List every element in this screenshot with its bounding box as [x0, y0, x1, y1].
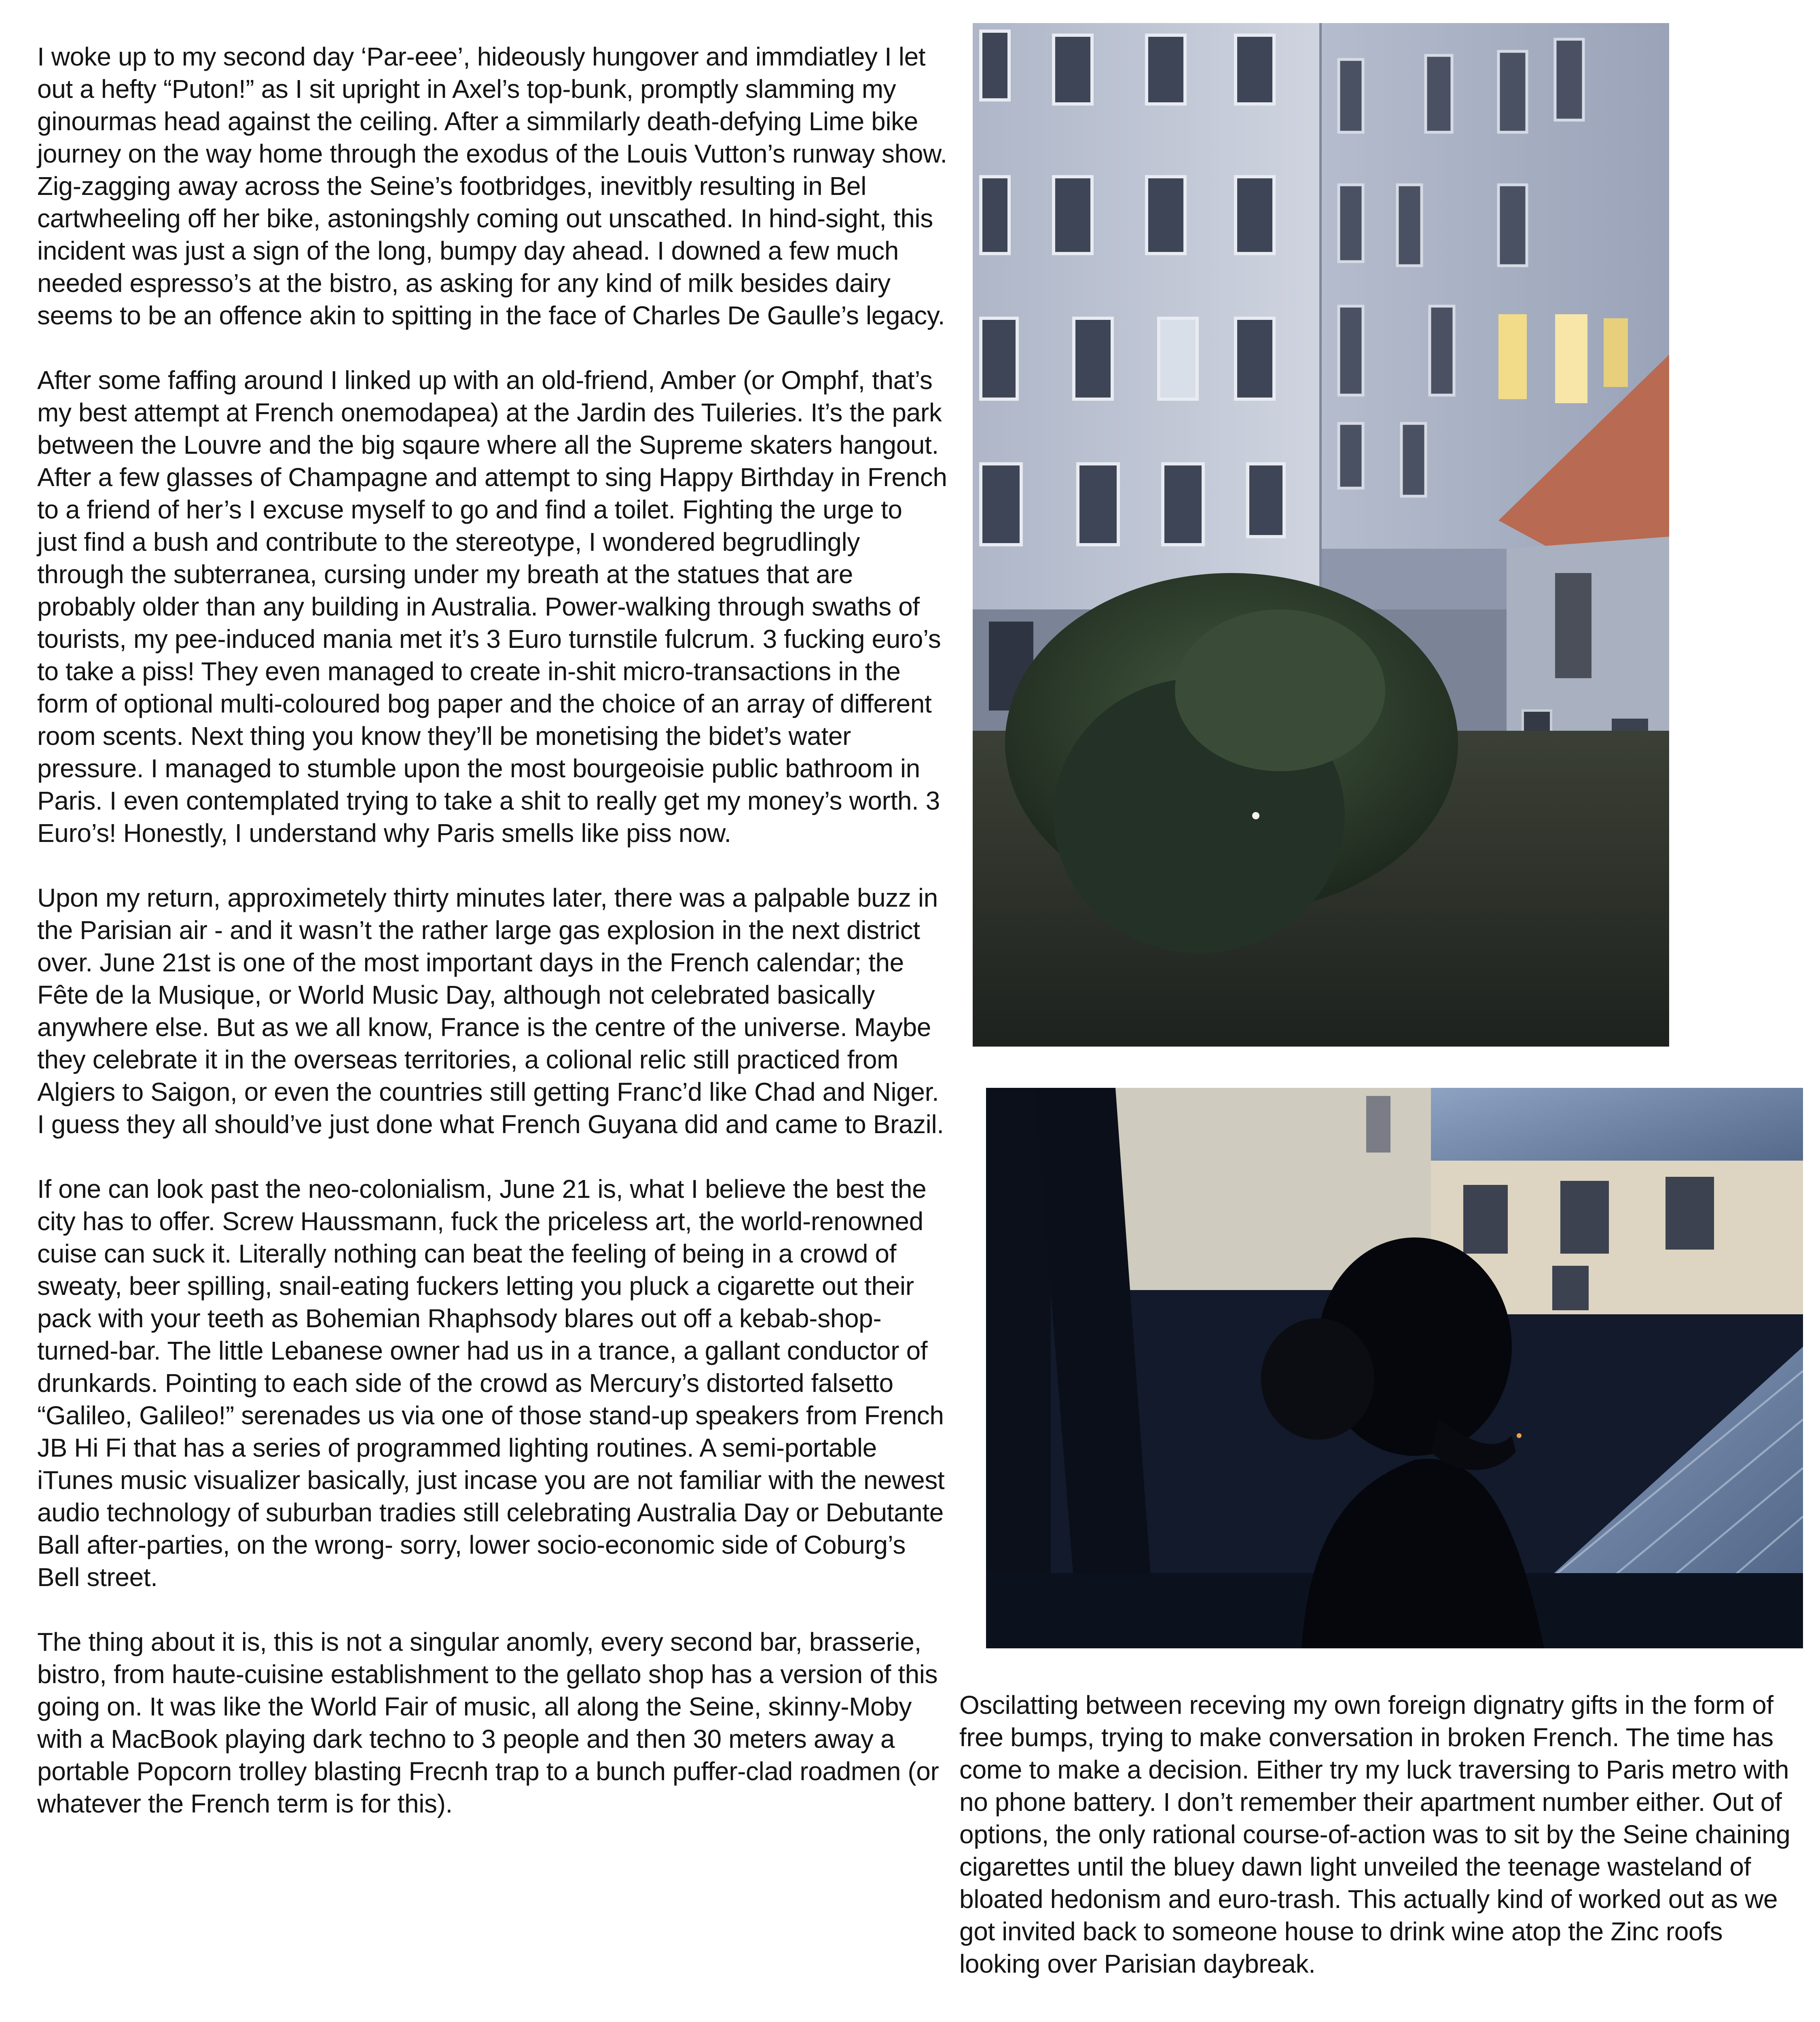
paragraph-fete-de-la-musique: Upon my return, approximetely thirty minutes later, there was a palpable buzz in the Parisian air - and it wasn’t the rather large gas explosion in the next district over. June 21st is one of the most important days in the French calendar; the Fête de la Musique, or World Music Day, although not celebrated basically anywhere else. But as we all know, France is the centre of the universe. Maybe they celebrate it in the overseas territories, a colional relic still practiced from Algiers to Saigon, or even the countries still getting Franc’d like Chad and Niger. I guess they all should’ve just done what French Guyana did and came to Brazil. [37, 883, 944, 1139]
paragraph-seine-daybreak: Oscilatting between receving my own foreign dignatry gifts in the form of free bumps, trying to make conversation in broken French. The time has come to make a decision. Either try my luck traversing to Paris metro with no phone battery. I don’t remember their apartment number either. Out of options, the only rational course-of-action was to sit by the Seine chaining cigarettes until the bluey dawn light unveiled the teenage wasteland of bloated hedonism and euro-trash. This actually kind of worked out as we got invited back to someone house to drink wine atop the Zinc roofs looking over Parisian daybreak. [959, 1690, 1790, 1978]
paragraph-world-fair-of-music: The thing about it is, this is not a singular anomly, every second bar, brasserie, bistro, from haute-cuisine establishment to the gellato shop has a version of this going on. It was like the World Fair of music, all along the Seine, skinny-Moby with a MacBook playing dark techno to 3 people and then 30 meters away a portable Popcorn trolley blasting Frecnh trap to a bunch puffer-clad roadmen (or whatever the French term is for this). [37, 1627, 939, 1818]
paragraph-tuileries-toilet: After some faffing around I linked up with an old-friend, Amber (or Omphf, that’s my best attempt at French onemodapea) at the Jardin des Tuileries. It’s the park between the Louvre and the big sqaure where all the Supreme skaters hangout. After a few glasses of Champagne and attempt to sing Happy Birthday in French to a friend of her’s I excuse myself to go and find a toilet. Fighting the urge to just find a bush and contribute to the stereotype, I wondered begrudlingly through the subterranea, cursing under my breath at the statues that are probably older than any building in Australia. Power-walking through swaths of tourists, my pee-induced mania met it’s 3 Euro turnstile fulcrum. 3 fucking euro’s to take a piss! They even managed to create in-shit micro-transactions in the form of optional multi-coloured bog paper and the choice of an array of different room scents. Next thing you know they’ll be monetising the bidet’s water pressure. I managed to stumble upon the most bourgeoisie public bathroom in Paris. I even contemplated trying to take a shit to really get my money’s worth. 3 Euro’s! Honestly, I understand why Paris smells like piss now. [37, 366, 947, 848]
paragraph-hungover-morning: I woke up to my second day ‘Par-eee’, hideously hungover and immdiatley I let out a hefty “Puton!” as I sit upright in Axel’s top-bunk, promptly slamming my ginourmas head against the ceiling. After a simmilarly death-defying Lime bike journey on the way home through the exodus of the Louis Vutton’s runway show. Zig-zagging away across the Seine’s footbridges, inevitbly resulting in Bel cartwheeling off her bike, astoningshly coming out unscathed. In hind-sight, this incident was just a sign of the long, bumpy day ahead. I downed a few much needed espresso’s at the bistro, as asking for any kind of milk besides dairy seems to be an offence akin to spitting in the face of Charles De Gaulle’s legacy. [37, 42, 947, 330]
article-body [37, 40, 947, 1852]
silhouette-photo [986, 1088, 1803, 1648]
closing-text [959, 1689, 1792, 1980]
courtyard-photo [973, 23, 1669, 1047]
paragraph-kebab-shop-bar: If one can look past the neo-colonialism, June 21 is, what I believe the best the city has to offer. Screw Haussmann, fuck the priceless art, the world-renowned cuise can suck it. Literally nothing can beat the feeling of being in a crowd of sweaty, beer spilling, snail-eating fuckers letting you pluck a cigarette out their pack with your teeth as Bohemian Rhaphsody blares out off a kebab-shop-turned-bar. The little Lebanese owner had us in a trance, a gallant conductor of drunkards. Pointing to each side of the crowd as Mercury’s distorted falsetto “Galileo, Galileo!” serenades us via one of those stand-up speakers from French JB Hi Fi that has a series of programmed lighting routines. A semi-portable iTunes music visualizer basically, just incase you are not familiar with the newest audio technology of suburban tradies still celebrating Australia Day or Debutante Ball after-parties, on the wrong- sorry, lower socio-economic side of Coburg’s Bell street. [37, 1174, 945, 1592]
